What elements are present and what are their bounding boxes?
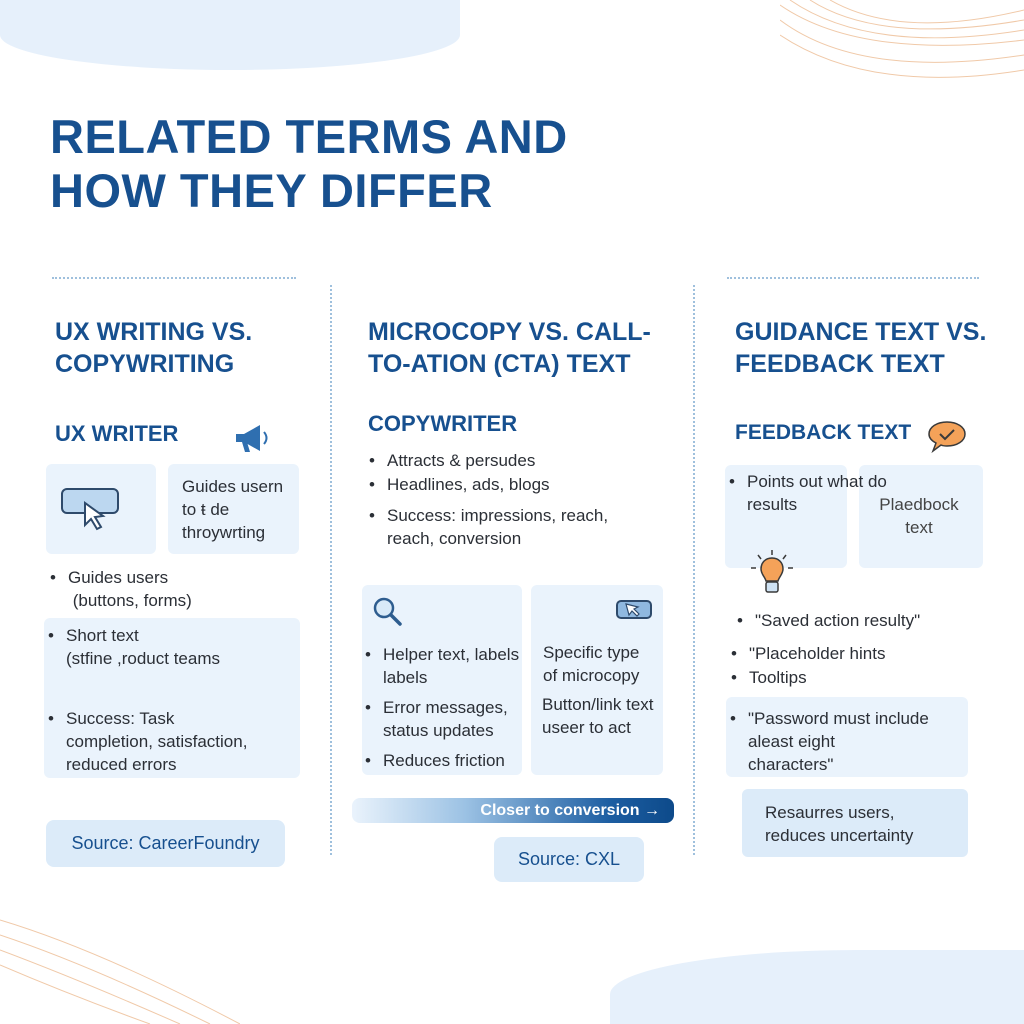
bullet-placeholder: • "Placeholder hints <box>749 642 885 665</box>
bullet-attracts: • Attracts & persudes <box>387 449 535 472</box>
subheading-ux-writer: UX WRITER <box>55 421 179 446</box>
bullet-short-text: • Short text (stfine ,roduct teams <box>66 624 220 670</box>
divider <box>693 285 695 855</box>
bullet-password: • "Password must include aleast eight characters" <box>748 707 929 776</box>
source-careerfoundry: Source: CareerFoundry <box>46 820 285 867</box>
source-cxl: Source: CXL <box>494 837 644 882</box>
bullet-tooltips: • Tooltips <box>749 666 807 689</box>
column-title-microcopy: MICROCOPY VS. CALL- TO-ATION (CTA) TEXT <box>368 318 651 378</box>
bullet-helper-text: • Helper text, labels labels <box>383 643 519 689</box>
bullet-saved-action: • "Saved action resulty" <box>755 609 920 632</box>
bullet-success: • Success: Task completion, satisfaction, reduced errors <box>66 707 247 776</box>
megaphone-icon <box>232 422 272 456</box>
summary-text: Resaurres users, reduces uncertainty <box>765 803 914 845</box>
subheading-copywriter: COPYWRITER <box>368 411 518 436</box>
page-title: RELATED TERMS AND HOW THEY DIFFER <box>50 110 568 217</box>
bullet-success: • Success: impressions, reach, reach, conversion <box>387 504 608 550</box>
background-blob <box>610 950 1024 1024</box>
speech-check-icon <box>927 420 969 456</box>
lightbulb-icon <box>748 548 796 600</box>
card-feedback-text: Plaedbock text <box>879 495 959 537</box>
cta-button-text: Button/link text useer to act <box>542 695 654 737</box>
decorative-waves <box>780 0 1024 110</box>
card-guides-text: Guides usern to ŧ de throywrting <box>182 477 284 542</box>
background-blob <box>0 0 460 70</box>
bullet-error-messages: • Error messages, status updates <box>383 696 508 742</box>
bullet-reduces-friction: • Reduces friction <box>383 749 505 772</box>
column-title-guidance: GUIDANCE TEXT VS. FEEDBACK TEXT <box>735 318 987 378</box>
bullet-headlines: • Headlines, ads, blogs <box>387 473 550 496</box>
bullet-guides-users: • Guides users (buttons, forms) <box>68 566 192 612</box>
bullet-points-out: • Points out what do results <box>747 470 887 516</box>
divider <box>52 277 296 279</box>
column-title-ux-writing: UX WRITING VS. COPYWRITING <box>55 318 253 378</box>
button-cursor-icon <box>616 599 652 621</box>
magnifier-icon <box>372 596 404 628</box>
conversion-progress-bar <box>352 798 674 823</box>
cta-description: Specific type of microcopy <box>543 643 640 685</box>
divider <box>727 277 979 279</box>
divider <box>330 285 332 855</box>
decorative-waves <box>0 910 240 1024</box>
subheading-feedback: FEEDBACK TEXT <box>735 421 912 444</box>
progress-label: Closer to conversion → <box>480 801 660 819</box>
cursor-click-icon <box>60 485 125 540</box>
